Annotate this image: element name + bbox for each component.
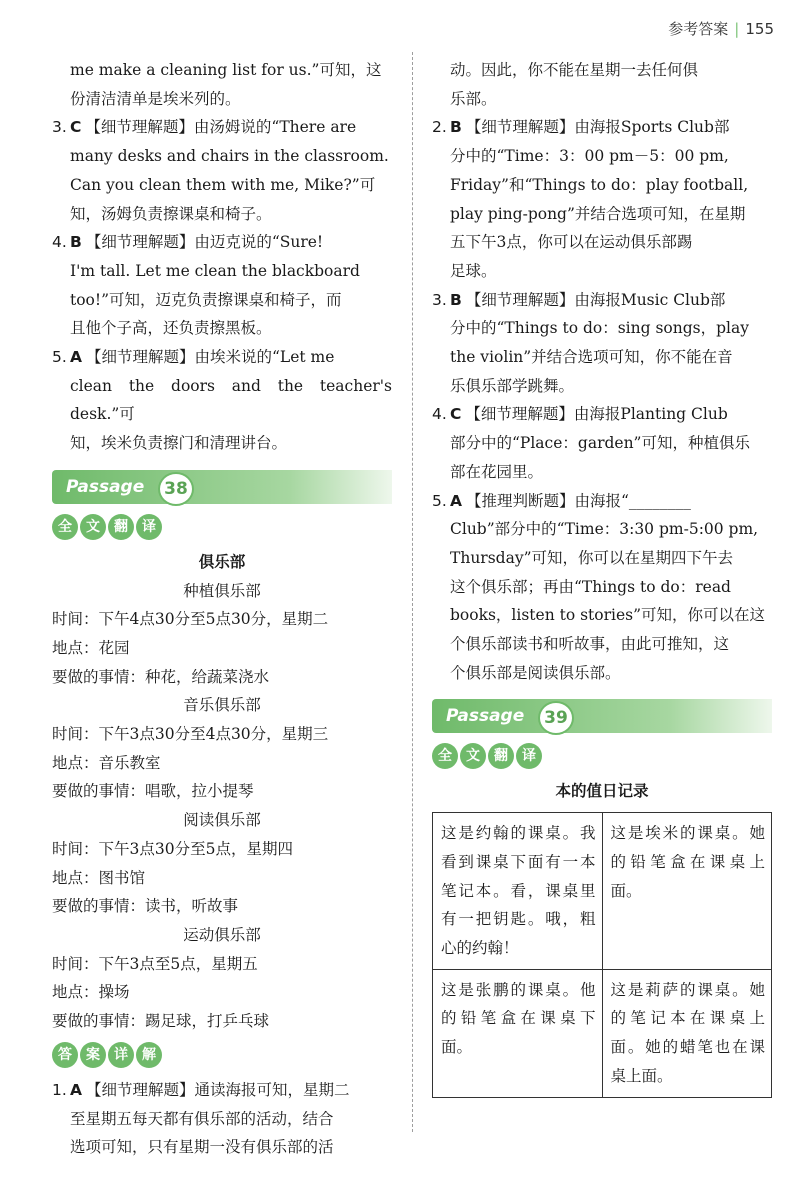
column-divider (412, 52, 413, 1132)
passage-number: 39 (538, 701, 574, 735)
intro-text: 动。因此，你不能在星期一去任何俱 乐部。 (450, 61, 699, 108)
club-title: 俱乐部 (198, 551, 246, 571)
answer-item-4: 4. C 【细节理解题】由海报Planting Club 部分中的“Place：garden”可知，种植俱乐 部在花园里。 (432, 405, 750, 481)
passage-label: Passage (446, 706, 525, 727)
table-row (433, 969, 772, 1097)
club-name: 音乐俱乐部 (183, 696, 261, 715)
answer-letter: B (450, 290, 462, 309)
table-title: 本的值日记录 (555, 781, 649, 801)
intro-text: me make a cleaning list for us.”可知，这 份清洁清单是埃米列的。 (70, 61, 382, 108)
club-name: 阅读俱乐部 (183, 811, 261, 830)
answer-item-1: 1. A 【细节理解题】通读海报可知，星期二 至星期五每天都有俱乐部的活动，结合 选项可知，只有星期一没有俱乐部的活 (52, 1080, 350, 1157)
header-separator: | (734, 20, 740, 38)
left-column (52, 56, 392, 1162)
table-row (433, 813, 772, 970)
answer-letter: A (450, 491, 462, 510)
passage-label: Passage (66, 476, 145, 497)
answer-letter: C (70, 118, 82, 137)
table-cell: 这是莉萨的课桌。她的笔记本在课桌上面。她的蜡笔也在课桌上面。 (602, 969, 772, 1097)
translation-badge: 全 文 翻 译 (52, 514, 392, 540)
answer-item-5: 5. A 【推理判断题】由海报“________ Club”部分中的“Time：3:30 pm-5:00 pm, Thursday”可知，你可以在星期四下午去 这个俱乐部；再由“Things to do：read books，listen to stories”可知，你可以在这 个俱乐部读书和听故事，由此可推知，这 个俱乐部是阅读俱乐部。 (432, 491, 766, 682)
table-cell: 这是约翰的课桌。我看到课桌下面有一本笔记本。看，课桌里有一把钥匙。哦，粗心的约翰！ (433, 813, 603, 970)
table-cell: 这是埃米的课桌。她的铅笔盒在课桌上面。 (602, 813, 772, 970)
page-number: 155 (745, 20, 774, 38)
club-reading: 阅读俱乐部 时间：下午3点30分至5点，星期四 地点：图书馆 要做的事情：读书，听故事 (52, 806, 392, 921)
answer-letter: B (70, 233, 82, 252)
answer-badge: 答 案 详 解 (52, 1042, 392, 1068)
answer-item-2: 2. B 【细节理解题】由海报Sports Club部 分中的“Time：3：00 pm－5：00 pm, Friday”和“Things to do：play football, play ping-pong”并结合选项可知，在星期 五下午3点，你可以在运动俱乐部踢 足球。 (432, 118, 749, 280)
club-sports: 运动俱乐部 时间：下午3点至5点，星期五 地点：操场 要做的事情：踢足球，打乒乓球 (52, 921, 392, 1036)
answer-letter: A (70, 348, 82, 367)
passage-banner (432, 699, 772, 733)
passage-number: 38 (158, 472, 194, 506)
passage-banner (52, 470, 392, 504)
club-name: 运动俱乐部 (183, 925, 261, 944)
answer-item-5: 5. A 【细节理解题】由埃米说的“Let me clean the doors and the teacher's desk.”可 知，埃米负责擦门和清理讲台。 (52, 348, 392, 453)
duty-record-table (432, 812, 772, 1097)
table-cell: 这是张鹏的课桌。他的铅笔盒在课桌下面。 (433, 969, 603, 1097)
answer-item-3: 3. C 【细节理解题】由汤姆说的“There are many desks and chairs in the classroom. Can you clean them with me, Mike?”可 知，汤姆负责擦课桌和椅子。 (52, 118, 389, 223)
translation-badge: 全 文 翻 译 (432, 743, 772, 769)
answer-letter: A (70, 1080, 82, 1099)
section-title: 参考答案 (668, 20, 729, 38)
answer-item-4: 4. B 【细节理解题】由迈克说的“Sure! I'm tall. Let me clean the blackboard too!”可知，迈克负责擦课桌和椅子，而 且他个子高，还负责擦黑板。 (52, 233, 360, 338)
page-header (668, 18, 774, 39)
club-planting: 种植俱乐部 时间：下午4点30分至5点30分，星期二 地点：花园 要做的事情：种花，给蔬菜浇水 (52, 577, 392, 692)
answer-letter: C (450, 405, 462, 424)
answer-item-3: 3. B 【细节理解题】由海报Music Club部 分中的“Things to do：sing songs，play the violin”并结合选项可知，你不能在音 乐俱乐部学跳舞。 (432, 290, 749, 395)
right-column (432, 56, 772, 1098)
answer-letter: B (450, 118, 462, 137)
club-name: 种植俱乐部 (183, 581, 261, 600)
club-music: 音乐俱乐部 时间：下午3点30分至4点30分，星期三 地点：音乐教室 要做的事情：唱歌，拉小提琴 (52, 691, 392, 806)
